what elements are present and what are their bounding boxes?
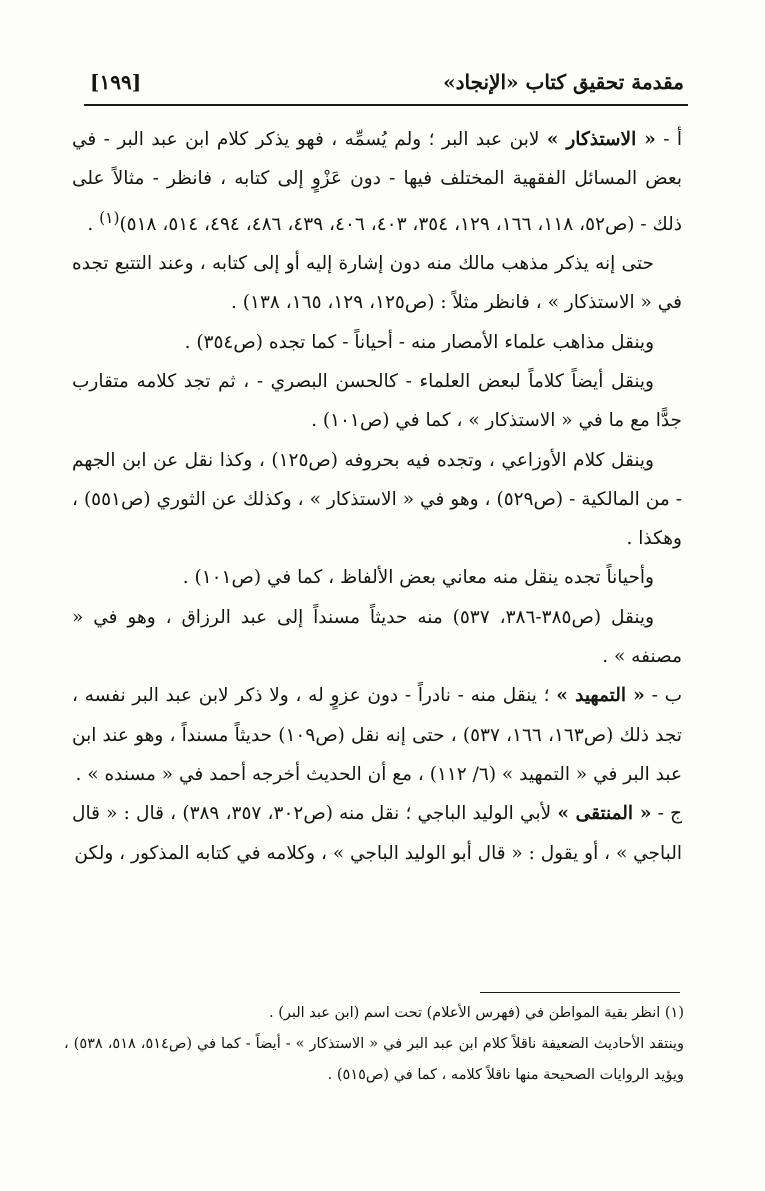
paragraph-text: لابن عبد البر ؛ ولم يُسمِّه ، فهو يذكر كلام ابن عبد البر - في بعض المسائل الفقهية المختلف فيها - دون عَزْوٍ إلى كتابه ، فانظر - مثالاً على ذلك - (ص٥٢، ١١٨، ١٦٦، ١٢٩، ٣٥٤، ٤٠٣، ٤٠٦، ٤٣٩، ٤٨٦، ٤٩٤، ٥١٤، ٥١٨)	[72, 129, 682, 235]
page-number: [١٩٩]	[90, 70, 142, 94]
book-title-istidhkar: « الاستذكار »	[546, 129, 656, 150]
footnote-1: (١) انظر بقية المواطن في (فهرس الأعلام) تحت اسم (ابن عبد البر) .	[268, 1005, 684, 1021]
item-prefix: ج -	[651, 803, 682, 825]
page-header	[90, 62, 684, 102]
paragraph-hasan-basri: وينقل أيضاً كلاماً لبعض العلماء - كالحسن البصري - ، ثم تجد كلامه متقارب جدًّا مع ما في « الاستذكار » ، كما في (ص١٠١) .	[72, 370, 682, 432]
item-prefix: ب -	[644, 685, 682, 707]
footnote-1-continued: وينتقد الأحاديث الضعيفة ناقلاً كلام ابن عبد البر في « الاستذكار » - أيضاً - كما في (ص٥١٤، ٥١٨، ٥٣٨) ، ويؤيد الروايات الصحيحة منها ناقلاً كلامه ، كما في (ص٥١٥) .	[64, 1036, 684, 1083]
paragraph-tamhid	[72, 676, 682, 794]
paragraph-abd-al-razzaq: وينقل (ص٣٨٥-٣٨٦، ٥٣٧) منه حديثاً مسنداً إلى عبد الرزاق ، وهو في « مصنفه » .	[72, 606, 682, 668]
book-title-tamhid: « التمهيد »	[556, 685, 645, 707]
paragraph-malik-madhhab: حتى إنه يذكر مذهب مالك منه دون إشارة إليه أو إلى كتابه ، وعند التتبع تجده في « الاستذكار » ، فانظر مثلاً : (ص١٢٥، ١٢٩، ١٦٥، ١٣٨) .	[72, 253, 682, 314]
book-title-muntaqa: « المنتقى »	[557, 803, 652, 825]
running-title: مقدمة تحقيق كتاب «الإنجاد»	[443, 70, 684, 94]
paragraph-text: ؛ ينقل منه - نادراً - دون عزوٍ له ، ولا ذكر لابن عبد البر نفسه ، تجد ذلك (ص١٦٣، ١٦٦، ٥٣٧) ، حتى إنه نقل (ص١٠٩) حديثاً مسنداً ، وهو عند ابن عبد البر في « التمهيد » (٦/ ١١٢) ، مع أن الحديث أخرجه أحمد في « مسنده » .	[72, 685, 682, 785]
footnote-marker: (١)	[99, 208, 120, 227]
paragraph-awzai: وينقل كلام الأوزاعي ، وتجده فيه بحروفه (ص١٢٥) ، وكذا نقل عن ابن الجهم - من المالكية - (ص٥٢٩) ، وهو في « الاستذكار » ، وكذلك عن الثوري (ص٥٥١) ، وهكذا .	[72, 449, 682, 550]
paragraph-text: لأبي الوليد الباجي ؛ نقل منه (ص٣٠٢، ٣٥٧، ٣٨٩) ، قال : « قال الباجي » ، أو يقول : « قال أبو الوليد الباجي » ، وكلامه في كتابه المذكور ، ولكن	[72, 803, 682, 864]
main-text	[72, 120, 682, 873]
footnotes	[64, 998, 684, 1091]
paragraph-amsar-scholars: وينقل مذاهب علماء الأمصار منه - أحياناً - كما تجده (ص٣٥٤) .	[184, 331, 654, 353]
footnote-rule	[480, 992, 680, 993]
paragraph-muntaqa	[72, 794, 682, 873]
header-rule	[84, 104, 688, 106]
paragraph-word-meanings: وأحياناً تجده ينقل منه معاني بعض الألفاظ ، كما في (ص١٠١) .	[182, 567, 654, 589]
paragraph-istidhkar	[72, 120, 682, 244]
paragraph-end: .	[87, 213, 100, 235]
item-prefix: أ -	[655, 129, 683, 150]
